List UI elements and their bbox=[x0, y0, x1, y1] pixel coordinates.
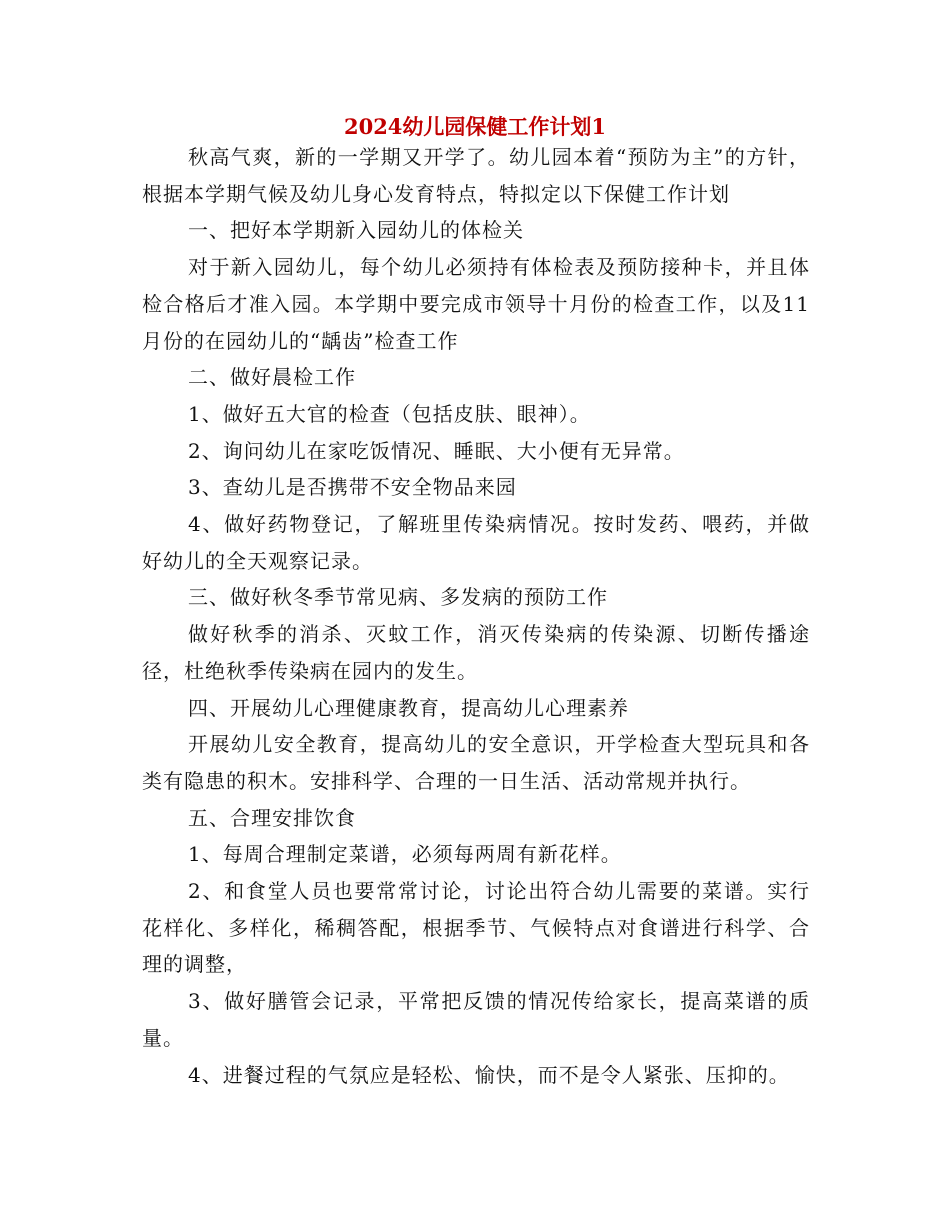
document-body bbox=[142, 139, 810, 1093]
list-item: 4、进餐过程的气氛应是轻松、愉快，而不是令人紧张、压抑的。 bbox=[188, 1062, 790, 1087]
section-3-paragraph: 做好秋季的消杀、灭蚊工作，消灭传染病的传染源、切断传播途径，杜绝秋季传染病在园内的发生。 bbox=[142, 622, 810, 683]
section-heading-5: 五、合理安排饮食 bbox=[188, 805, 356, 830]
section-1-paragraph: 对于新入园幼儿，每个幼儿必须持有体检表及预防接种卡，并且体检合格后才准入园。本学期中要完成市领导十月份的检查工作，以及11月份的在园幼儿的“龋齿”检查工作 bbox=[142, 255, 810, 353]
list-item: 2、和食堂人员也要常常讨论，讨论出符合幼儿需要的菜谱。实行花样化、多样化，稀稠答配，根据季节、气候特点对食谱进行科学、合理的调整， bbox=[142, 879, 810, 977]
list-item: 3、做好膳管会记录，平常把反馈的情况传给家长，提高菜谱的质量。 bbox=[142, 989, 810, 1050]
list-item: 3、查幼儿是否携带不安全物品来园 bbox=[188, 475, 517, 500]
list-item: 1、每周合理制定菜谱，必须每两周有新花样。 bbox=[188, 842, 622, 867]
section-heading-3: 三、做好秋冬季节常见病、多发病的预防工作 bbox=[188, 585, 608, 610]
list-item: 2、询问幼儿在家吃饭情况、睡眠、大小便有无异常。 bbox=[188, 438, 685, 463]
section-4-paragraph: 开展幼儿安全教育，提高幼儿的安全意识，开学检查大型玩具和各类有隐患的积木。安排科学、合理的一日生活、活动常规并执行。 bbox=[142, 732, 810, 793]
section-heading-1: 一、把好本学期新入园幼儿的体检关 bbox=[188, 218, 524, 243]
intro-paragraph: 秋高气爽，新的一学期又开学了。幼儿园本着“预防为主”的方针，根据本学期气候及幼儿身心发育特点，特拟定以下保健工作计划 bbox=[142, 145, 810, 206]
section-heading-4: 四、开展幼儿心理健康教育，提高幼儿心理素养 bbox=[188, 695, 629, 720]
list-item: 4、做好药物登记，了解班里传染病情况。按时发药、喂药，并做好幼儿的全天观察记录。 bbox=[142, 512, 810, 573]
list-item: 1、做好五大官的检查（包括皮肤、眼神）。 bbox=[188, 401, 591, 426]
document-title: 2024幼儿园保健工作计划1 bbox=[343, 114, 607, 139]
section-heading-2: 二、做好晨检工作 bbox=[188, 365, 356, 390]
